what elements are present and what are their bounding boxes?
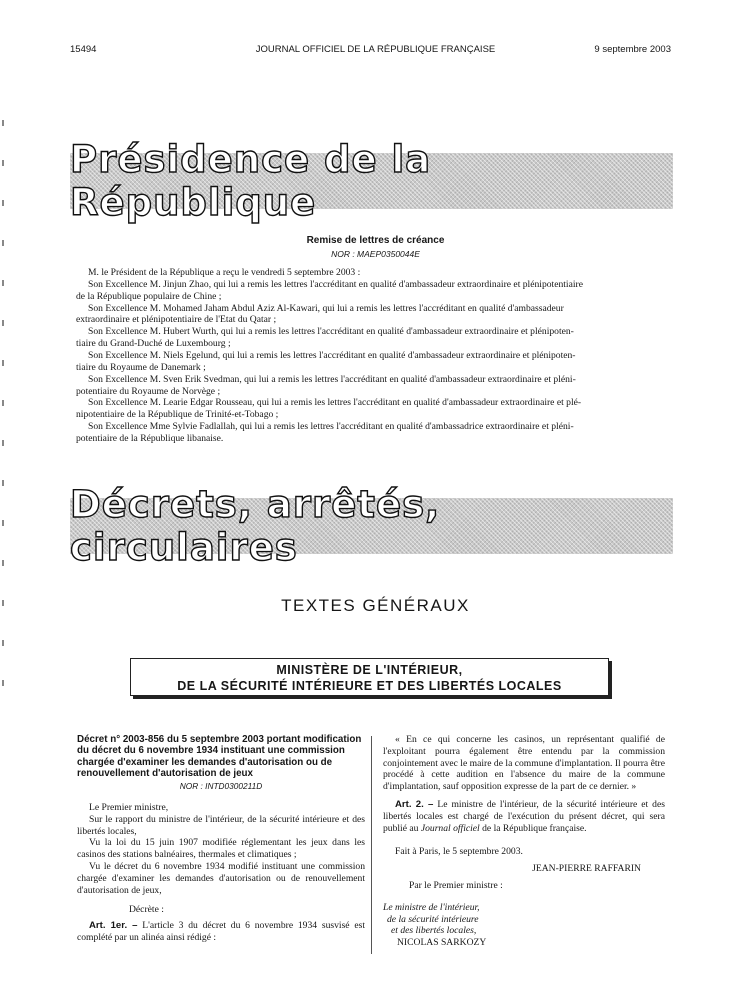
decree-decrete: Décrète : — [129, 904, 164, 916]
section-line: Son Excellence M. Jinjun Zhao, qui lui a remis les lettres l'accréditant en qualité d'ambassadeur extraordinaire et plénipotentiaire — [88, 278, 583, 290]
textes-generaux-heading: TEXTES GÉNÉRAUX — [281, 596, 470, 615]
banner-presidence — [70, 138, 673, 224]
decree-fait: Fait à Paris, le 5 septembre 2003. — [395, 846, 523, 858]
decree-quote: « En ce qui concerne les casinos, un représentant qualifié de l'exploitant pourra également être entendu par la commission conjointement avec le maire de la commune d'implantation. Il pourra être procédé à cette audition en l'absence du maire de la commune d'implantation, sauf opposition expresse de la part de ce dernier. » — [383, 734, 665, 793]
section-line: Son Excellence M. Hubert Wurth, qui lui a remis les lettres l'accréditant en qualité d'ambassadeur extraordinaire et plénipoten- — [88, 326, 574, 338]
section-line: potentiaire de la République libanaise. — [76, 432, 224, 444]
article-1-label: Art. 1er. – — [89, 920, 138, 932]
ministry-line-2: DE LA SÉCURITÉ INTÉRIEURE ET DES LIBERTÉS LOCALES — [177, 679, 562, 693]
section-line: M. le Président de la République a reçu le vendredi 5 septembre 2003 : — [88, 267, 361, 278]
issue-date: 9 septembre 2003 — [594, 44, 671, 55]
section-title: Remise de lettres de créance — [306, 235, 445, 246]
column-divider — [371, 736, 372, 954]
scan-margin-marks — [2, 120, 4, 720]
banner-decrets-text: Décrets, arrêtés, circulaires — [70, 483, 441, 569]
ministry-box — [130, 658, 609, 696]
minister-title-2: de la sécurité intérieure — [387, 913, 479, 925]
article-1-text: L'article 3 du décret du 6 novembre 1934 susvisé est complété par un alinéa ainsi rédigé : — [77, 920, 365, 943]
section-line: tiaire du Grand-Duché de Luxembourg ; — [76, 338, 231, 350]
section-line: Son Excellence Mme Sylvie Fadlallah, qui lui a remis les lettres l'accréditant en qualité d'ambassadrice extraordinaire et pléni- — [88, 421, 574, 433]
article-2-label: Art. 2. – — [395, 798, 434, 810]
section-line: de la République populaire de Chine ; — [76, 290, 222, 302]
section-nor: NOR : MAEP0350044E — [331, 249, 420, 259]
article-2-journal: Journal officiel — [420, 822, 480, 834]
decree-right-column — [383, 734, 665, 949]
decree-para-4: Vu le décret du 6 novembre 1934 modifié instituant une commission chargée d'examiner les demandes d'autorisation ou de renouvellement d'autorisation de jeux, — [77, 860, 365, 896]
section-line: Son Excellence M. Learie Edgar Rousseau, qui lui a remis les lettres l'accréditant en qualité d'ambassadeur extraordinaire et plé- — [88, 397, 582, 409]
section-line: nipotentiaire de la République de Trinité-et-Tobago ; — [76, 409, 279, 421]
article-2-text-a: Le ministre de l'intérieur, de la sécurité intérieure et des libertés locales est chargé de l'exécution du présent décret, qui sera publié au — [383, 798, 665, 834]
section-line: Son Excellence M. Niels Egelund, qui lui a remis les lettres l'accréditant en qualité d'ambassadeur extraordinaire et plénipoten- — [88, 349, 576, 361]
page-number: 15494 — [70, 44, 97, 55]
decree-title: Décret n° 2003-856 du 5 septembre 2003 portant modification du décret du 6 novembre 1934 instituant une commission chargée d'examiner les demandes d'autorisation ou de renouvellement d'autorisation de jeux — [77, 734, 362, 779]
minister-name: NICOLAS SARKOZY — [397, 937, 487, 949]
signature-pm: JEAN-PIERRE RAFFARIN — [532, 863, 641, 875]
decree-para-1: Le Premier ministre, — [89, 801, 169, 813]
journal-title: JOURNAL OFFICIEL DE LA RÉPUBLIQUE FRANÇAISE — [255, 44, 496, 55]
section-line: Son Excellence M. Sven Erik Svedman, qui lui a remis les lettres l'accréditant en qualité d'ambassadeur extraordinaire et pléni- — [88, 373, 576, 385]
decree-para-3: Vu la loi du 15 juin 1907 modifiée réglementant les jeux dans les casinos des stations balnéaires, thermales et climatiques ; — [77, 837, 365, 861]
banner-presidence-text: Présidence de la République — [70, 138, 432, 224]
section-line: Son Excellence M. Mohamed Jaham Abdul Aziz Al-Kawari, qui lui a remis les lettres l'accréditant en qualité d'ambassadeur — [88, 302, 564, 314]
decree-article-1 — [77, 920, 365, 944]
banner-decrets — [70, 483, 673, 569]
section-line: potentiaire du Royaume de Norvège ; — [76, 385, 221, 397]
decree-para-2: Sur le rapport du ministre de l'intérieur, de la sécurité intérieure et des libertés locales, — [77, 813, 365, 837]
minister-title-3: et des libertés locales, — [391, 925, 477, 937]
article-2-text-b: de la République française. — [479, 822, 587, 834]
decree-article-2 — [383, 799, 665, 834]
decree-left-column — [77, 734, 365, 944]
par-premier-ministre: Par le Premier ministre : — [409, 879, 503, 891]
ministry-line-1: MINISTÈRE DE L'INTÉRIEUR, — [276, 663, 463, 677]
section-line: extraordinaire et plénipotentiaire de l'Etat du Qatar ; — [76, 314, 277, 326]
section-line: tiaire du Royaume de Danemark ; — [76, 361, 206, 373]
minister-title-1: Le ministre de l'intérieur, — [383, 901, 480, 913]
decree-nor: NOR : INTD0300211D — [179, 781, 263, 792]
